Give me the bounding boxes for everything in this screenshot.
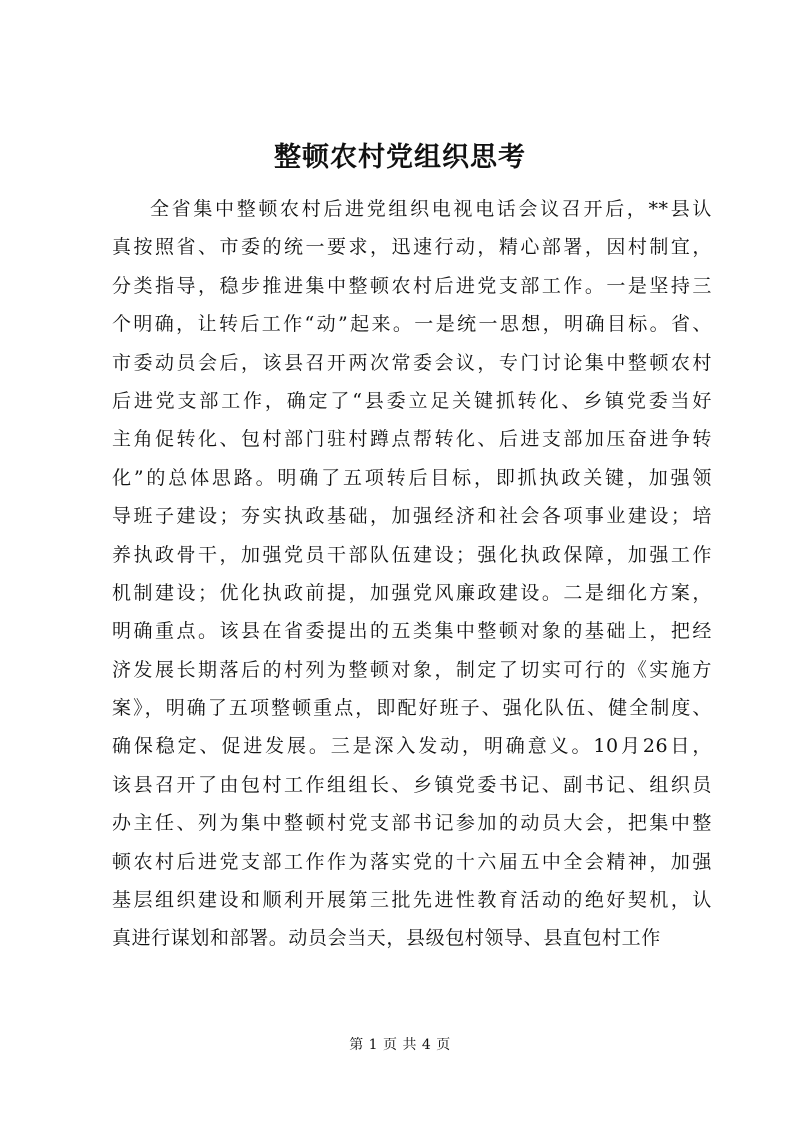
document-title: 整顿农村党组织思考 (274, 142, 526, 173)
body-line: 真按照省、市委的统一要求，迅速行动，精心部署，因村制宜， (112, 236, 712, 259)
document-body (112, 190, 712, 958)
body-line: 明确重点。该县在省委提出的五类集中整顿对象的基础上，把经 (112, 620, 712, 643)
body-line: 顿农村后进党支部工作作为落实党的十六届五中全会精神，加强 (112, 850, 712, 873)
body-line: 主角促转化、包村部门驻村蹲点帮转化、后进支部加压奋进争转 (112, 428, 712, 451)
body-line: 办主任、列为集中整顿村党支部书记参加的动员大会，把集中整 (112, 812, 712, 835)
page-number: 第 1 页 共 4 页 (349, 1037, 451, 1053)
body-line: 全省集中整顿农村后进党组织电视电话会议召开后，**县认 (150, 198, 712, 220)
body-line: 案》，明确了五项整顿重点，即配好班子、强化队伍、健全制度、 (112, 697, 712, 720)
body-line: 基层组织建设和顺利开展第三批先进性教育活动的绝好契机，认 (112, 889, 712, 912)
body-line: 真进行谋划和部署。动员会当天，县级包村领导、县直包村工作 (112, 927, 661, 950)
body-line: 养执政骨干，加强党员干部队伍建设；强化执政保障，加强工作 (112, 543, 712, 566)
body-line: 济发展长期落后的村列为整顿对象，制定了切实可行的《实施方 (112, 658, 712, 681)
body-line: 确保稳定、促进发展。三是深入发动，明确意义。10月26日， (112, 735, 712, 758)
body-line: 导班子建设；夯实执政基础，加强经济和社会各项事业建设；培 (112, 505, 712, 528)
body-line: 后进党支部工作，确定了“县委立足关键抓转化、乡镇党委当好 (112, 389, 712, 412)
body-line: 个明确，让转后工作“动”起来。一是统一思想，明确目标。省、 (112, 313, 712, 336)
body-line: 分类指导，稳步推进集中整顿农村后进党支部工作。一是坚持三 (112, 274, 712, 297)
body-line: 市委动员会后，该县召开两次常委会议，专门讨论集中整顿农村 (112, 351, 712, 374)
body-line: 机制建设；优化执政前提，加强党风廉政建设。二是细化方案， (112, 581, 712, 604)
body-line: 化”的总体思路。明确了五项转后目标，即抓执政关键，加强领 (112, 466, 712, 489)
body-line: 该县召开了由包村工作组组长、乡镇党委书记、副书记、组织员 (112, 773, 712, 796)
